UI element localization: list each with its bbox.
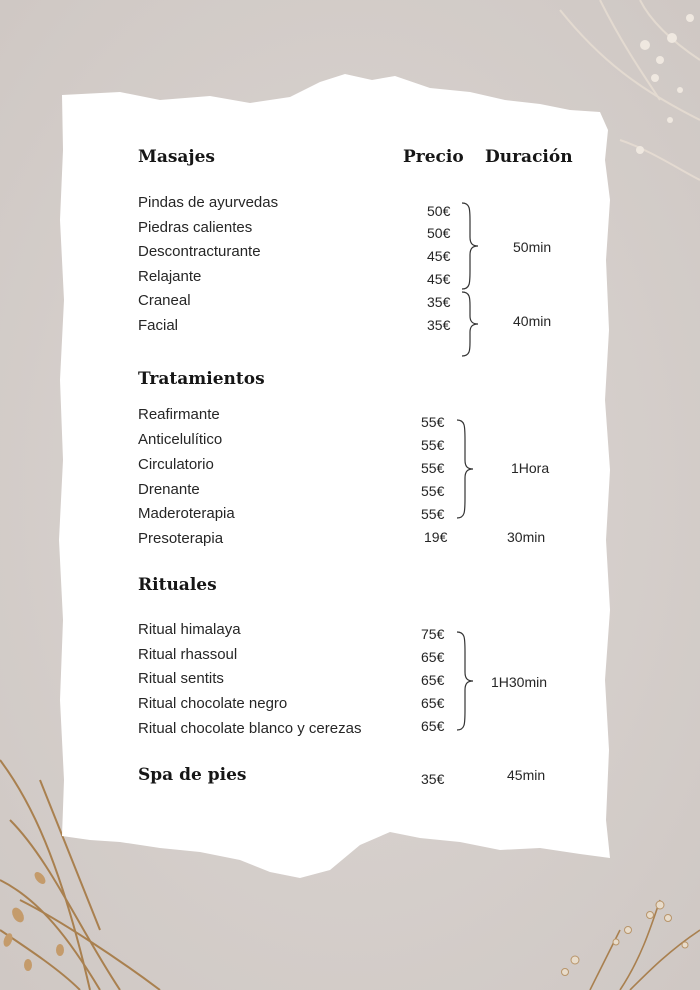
list-item: Ritual sentits — [138, 670, 224, 687]
list-item: Circulatorio — [138, 456, 214, 473]
item-price: 45€ — [427, 248, 451, 264]
duration-label: 40min — [513, 313, 552, 329]
curly-brace-icon — [456, 290, 482, 358]
list-item: Reafirmante — [138, 406, 220, 423]
list-item: Ritual rhassoul — [138, 646, 238, 663]
item-price: 35€ — [427, 294, 451, 310]
section-title-masajes: Masajes — [138, 147, 215, 167]
list-item: Relajante — [138, 268, 202, 285]
list-item: Descontracturante — [138, 243, 261, 260]
list-item: Pindas de ayurvedas — [138, 194, 279, 211]
list-item: Maderoterapia — [138, 505, 235, 522]
item-price: 65€ — [421, 649, 445, 665]
item-price: 50€ — [427, 203, 451, 219]
curly-brace-icon — [451, 418, 477, 522]
item-price: 65€ — [421, 695, 445, 711]
item-price: 65€ — [421, 718, 445, 734]
item-price: 55€ — [421, 460, 445, 476]
duration-label: 1H30min — [491, 674, 548, 690]
duration-label: 45min — [507, 767, 546, 783]
list-item: Anticelulítico — [138, 431, 223, 448]
item-price: 55€ — [421, 483, 445, 499]
section-title-tratamientos: Tratamientos — [138, 369, 265, 389]
column-header-duracion: Duración — [485, 147, 573, 167]
section-title-spa-de-pies: Spa de pies — [138, 765, 247, 785]
item-price: 75€ — [421, 626, 445, 642]
list-item: Presoterapia — [138, 530, 224, 547]
section-title-rituales: Rituales — [138, 575, 217, 595]
column-header-precio: Precio — [403, 147, 464, 167]
curly-brace-icon — [451, 630, 477, 734]
item-price: 35€ — [421, 771, 445, 787]
list-item: Piedras calientes — [138, 219, 253, 236]
item-price: 19€ — [424, 529, 448, 545]
duration-label: 1Hora — [511, 460, 550, 476]
curly-brace-icon — [456, 201, 482, 291]
list-item: Ritual chocolate negro — [138, 695, 288, 712]
duration-label: 30min — [507, 529, 546, 545]
item-price: 55€ — [421, 506, 445, 522]
list-item: Craneal — [138, 292, 191, 309]
item-price: 35€ — [427, 317, 451, 333]
list-item: Ritual himalaya — [138, 621, 241, 638]
list-item: Facial — [138, 317, 179, 334]
item-price: 45€ — [427, 271, 451, 287]
item-price: 55€ — [421, 437, 445, 453]
list-item: Drenante — [138, 481, 200, 498]
item-price: 55€ — [421, 414, 445, 430]
item-price: 50€ — [427, 225, 451, 241]
duration-label: 50min — [513, 239, 552, 255]
item-price: 65€ — [421, 672, 445, 688]
list-item: Ritual chocolate blanco y cerezas — [138, 720, 362, 737]
